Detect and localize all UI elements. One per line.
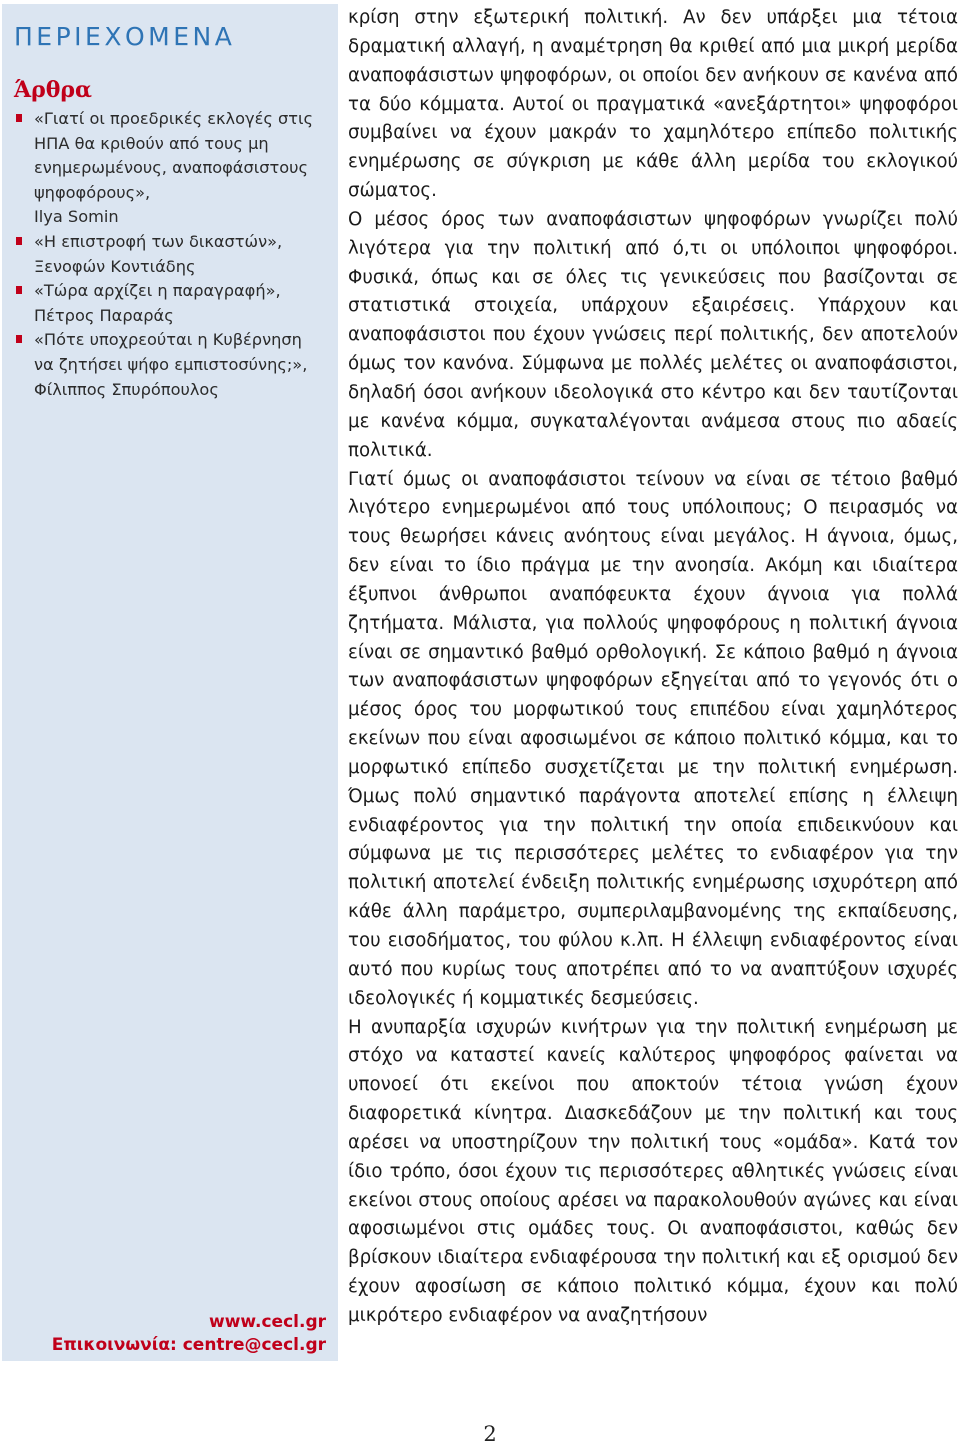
article-paragraph-1: κρίση στην εξωτερική πολιτική. Αν δεν υπάρξει μια τέτοια δραματική αλλαγή, η αναμέτρηση θα κριθεί από μια μικρή μερίδα αναποφάσιστων ψηφοφόρων, οι οποίοι δεν ανήκουν σε κανένα από τα δύο κόμματα. Αυτοί οι πραγματικά «ανεξάρτητοι» ψηφοφόροι συμβαίνει να έχουν μακράν το χαμηλότερο επίπεδο πολιτικής ενημέρωσης σε σύγκριση με κάθε άλλη μερίδα του εκλογικού σώματος. — [348, 7, 958, 202]
article-entry-author: Φίλιππος Σπυρόπουλος — [34, 379, 219, 399]
articles-list — [14, 107, 326, 402]
article-entry-title: «Τώρα αρχίζει η παραγραφή», — [34, 281, 281, 301]
article-entry-2[interactable] — [14, 230, 326, 279]
articles-heading: Άρθρα — [14, 77, 92, 103]
article-entry-title: «Πότε υποχρεούται η Κυβέρνηση να ζητήσει ψήφο εμπιστοσύνης;», — [34, 330, 308, 374]
square-bullet-icon — [16, 335, 22, 343]
article-body — [348, 4, 958, 1331]
article-paragraph-4: Η ανυπαρξία ισχυρών κινήτρων για την πολιτική ενημέρωση με στόχο να καταστεί κανείς καλύτερος ψηφοφόρος φαίνεται να υπονοεί ότι εκείνοι που αποκτούν τέτοια γνώση έχουν διαφορετικά κίνητρα. Διασκεδάζουν με την πολιτική και τους αρέσει να υποστηρίζουν την πολιτική τους «ομάδα». Κατά τον ίδιο τρόπο, όσοι έχουν τις περισσότερες αθλητικές γνώσεις είναι εκείνοι στους οποίους αρέσει να παρακολουθούν αγώνες και είναι αφοσιωμένοι στις ομάδες τους. Οι αναποφάσιστοι, καθώς δεν βρίσκουν ιδιαίτερα ενδιαφέρουσα την πολιτική και εξ ορισμού δεν έχουν αφοσίωση σε κάποιο πολιτικό κόμμα, έχουν και πολύ μικρότερο ενδιαφέρον να αναζητήσουν — [348, 1016, 958, 1326]
article-entry-4[interactable] — [14, 328, 326, 402]
contents-sidebar — [2, 4, 338, 1361]
website-link[interactable]: www.cecl.gr — [208, 1312, 326, 1332]
contact-email-link[interactable]: Επικοινωνία: centre@cecl.gr — [51, 1335, 326, 1355]
contents-title: ΠΕΡΙΕΧΟΜΕΝΑ — [14, 22, 236, 51]
article-entry-author: Ξενοφών Κοντιάδης — [34, 256, 196, 276]
article-entry-author: Πέτρος Παραράς — [34, 305, 174, 325]
page-number: 2 — [483, 1422, 497, 1446]
article-entry-1[interactable] — [14, 107, 326, 230]
square-bullet-icon — [16, 286, 22, 294]
article-entry-author: Ilya Somin — [34, 207, 119, 227]
square-bullet-icon — [16, 114, 22, 122]
sidebar-footer — [52, 1311, 326, 1357]
article-paragraph-2: Ο μέσος όρος των αναποφάσιστων ψηφοφόρων γνωρίζει πολύ λιγότερα για την πολιτική από ό,τι οι υπόλοιποι ψηφοφόροι. Φυσικά, όπως και σε όλες τις γενικεύσεις που βασίζονται σε στατιστικά στοιχεία, υπάρχουν εξαιρέσεις. Υπάρχουν και αναποφάσιστοι που έχουν γνώσεις περί πολιτικής, δεν αποτελούν όμως τον κανόνα. Σύμφωνα με πολλές μελέτες οι αναποφάσιστοι, δηλαδή όσοι ανήκουν ιδεολογικά στο κέντρο και δεν ταυτίζονται με κανένα κόμμα, συγκαταλέγονται ανάμεσα στους πιο αδαείς πολιτικά. — [348, 208, 958, 461]
article-paragraph-3: Γιατί όμως οι αναποφάσιστοι τείνουν να είναι σε τέτοιο βαθμό λιγότερο ενημερωμένοι από τους υπόλοιπους; Ο πειρασμός να τους θεωρήσει κάνεις ανόητους είναι μεγάλος. Η άγνοια, όμως, δεν είναι το ίδιο πράγμα με την ανοησία. Ακόμη και ιδιαίτερα έξυπνοι άνθρωποι αναπόφευκτα έχουν άγνοια για πολλά ζητήματα. Μάλιστα, για πολλούς ψηφοφόρους η πολιτική άγνοια είναι σε σημαντικό βαθμό ορθολογική. Σε κάποιο βαθμό η άγνοια των αναποφάσιστων ψηφοφόρων εξηγείται από το γεγονός ότι ο μέσος όρος του μορφωτικού τους επιπέδου είναι χαμηλότερος εκείνων που είναι αφοσιωμένοι σε κάποιο πολιτικό κόμμα, και το μορφωτικό επίπεδο συσχετίζεται με την πολιτική ενημέρωση. Όμως πολύ σημαντικό παράγοντα αποτελεί επίσης η έλλειψη ενδιαφέροντος για την πολιτική την οποία επιδεικνύουν και σύμφωνα με τις περισσότερες μελέτες το ενδιαφέρον για την πολιτική αποτελεί ένδειξη πολιτικής ενημέρωσης ισχυρότερη από κάθε άλλη παράμετρο, συμπεριλαμβανομένης της εκπαίδευσης, του εισοδήματος, του φύλου κ.λπ. Η έλλειψη ενδιαφέροντος είναι αυτό που κυρίως τους αποτρέπει από το να αναπτύξουν ισχυρές ιδεολογικές ή κομματικές δεσμεύσεις. — [348, 468, 958, 1009]
article-entry-title: «Γιατί οι προεδρικές εκλογές στις ΗΠΑ θα κριθούν από τους μη ενημερωμένους, αναποφάσιστους ψηφοφόρους», — [34, 109, 313, 202]
article-entry-3[interactable] — [14, 279, 326, 328]
square-bullet-icon — [16, 237, 22, 245]
article-entry-title: «Η επιστροφή των δικαστών», — [34, 231, 283, 251]
